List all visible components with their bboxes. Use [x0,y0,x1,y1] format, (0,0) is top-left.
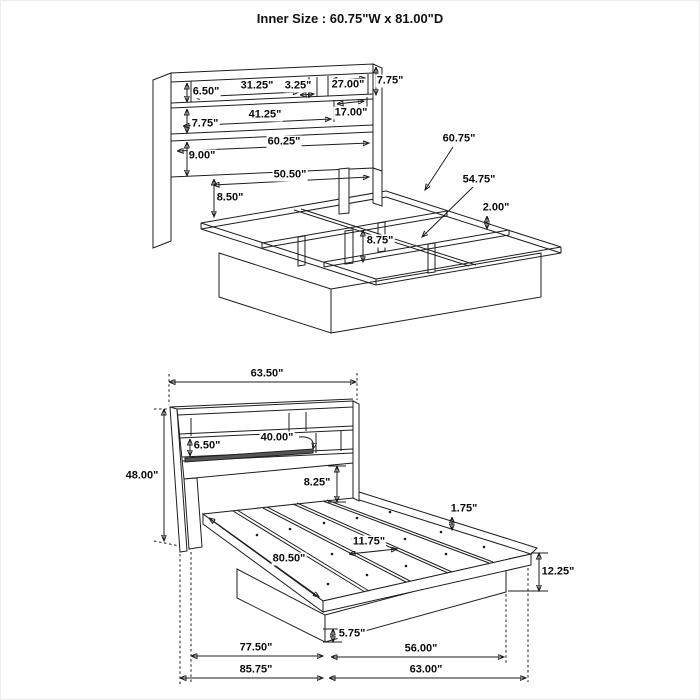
dim-shelf-opening-height: 6.50" [192,85,220,98]
dim-leg-height: 8.75" [366,234,394,247]
dim-rail-ledge: 2.00" [482,201,510,214]
dim-base-height: 5.75" [338,627,366,640]
dim-shelf-width: 40.00" [260,431,294,444]
dim-shelf-height: 6.50" [193,439,221,452]
dim-headboard-gap: 8.50" [216,191,244,204]
dim-total-width: 63.00" [409,663,443,676]
dim-cubby-width: 27.00" [331,78,365,91]
dim-cubby2-width: 17.00" [334,106,368,119]
dim-bottom-board-height: 9.00" [188,149,216,162]
dim-divider-width: 3.25" [284,79,312,92]
dim-base-length: 77.50" [239,641,273,654]
dim-rim-height: 1.75" [450,502,478,515]
dim-base-width: 56.00" [404,642,438,655]
dim-headboard-width: 63.50" [250,367,284,380]
dim-base-span: 50.50" [273,168,307,181]
dim-middle-board-height: 7.75" [191,117,219,130]
dim-inner-depth: 54.75" [462,173,496,186]
dim-deck-gap: 8.25" [303,476,331,489]
dim-deck-length: 80.50" [272,552,306,565]
dim-inner-width: 60.75" [442,132,476,145]
dim-shelf-opening-width: 31.25" [240,79,274,92]
page-title: Inner Size : 60.75"W x 81.00"D [256,11,444,26]
dim-bottom-board-width: 60.25" [267,135,301,148]
dim-headboard-height: 48.00" [125,469,159,482]
dim-middle-board-width: 41.25" [248,108,282,121]
dim-top-section-height: 7.75" [376,74,404,87]
dim-total-length: 85.75" [239,663,273,676]
dim-side-height: 12.25" [541,565,575,578]
frame-structure-view [153,64,561,333]
dim-slat-gap: 11.75" [352,535,386,548]
